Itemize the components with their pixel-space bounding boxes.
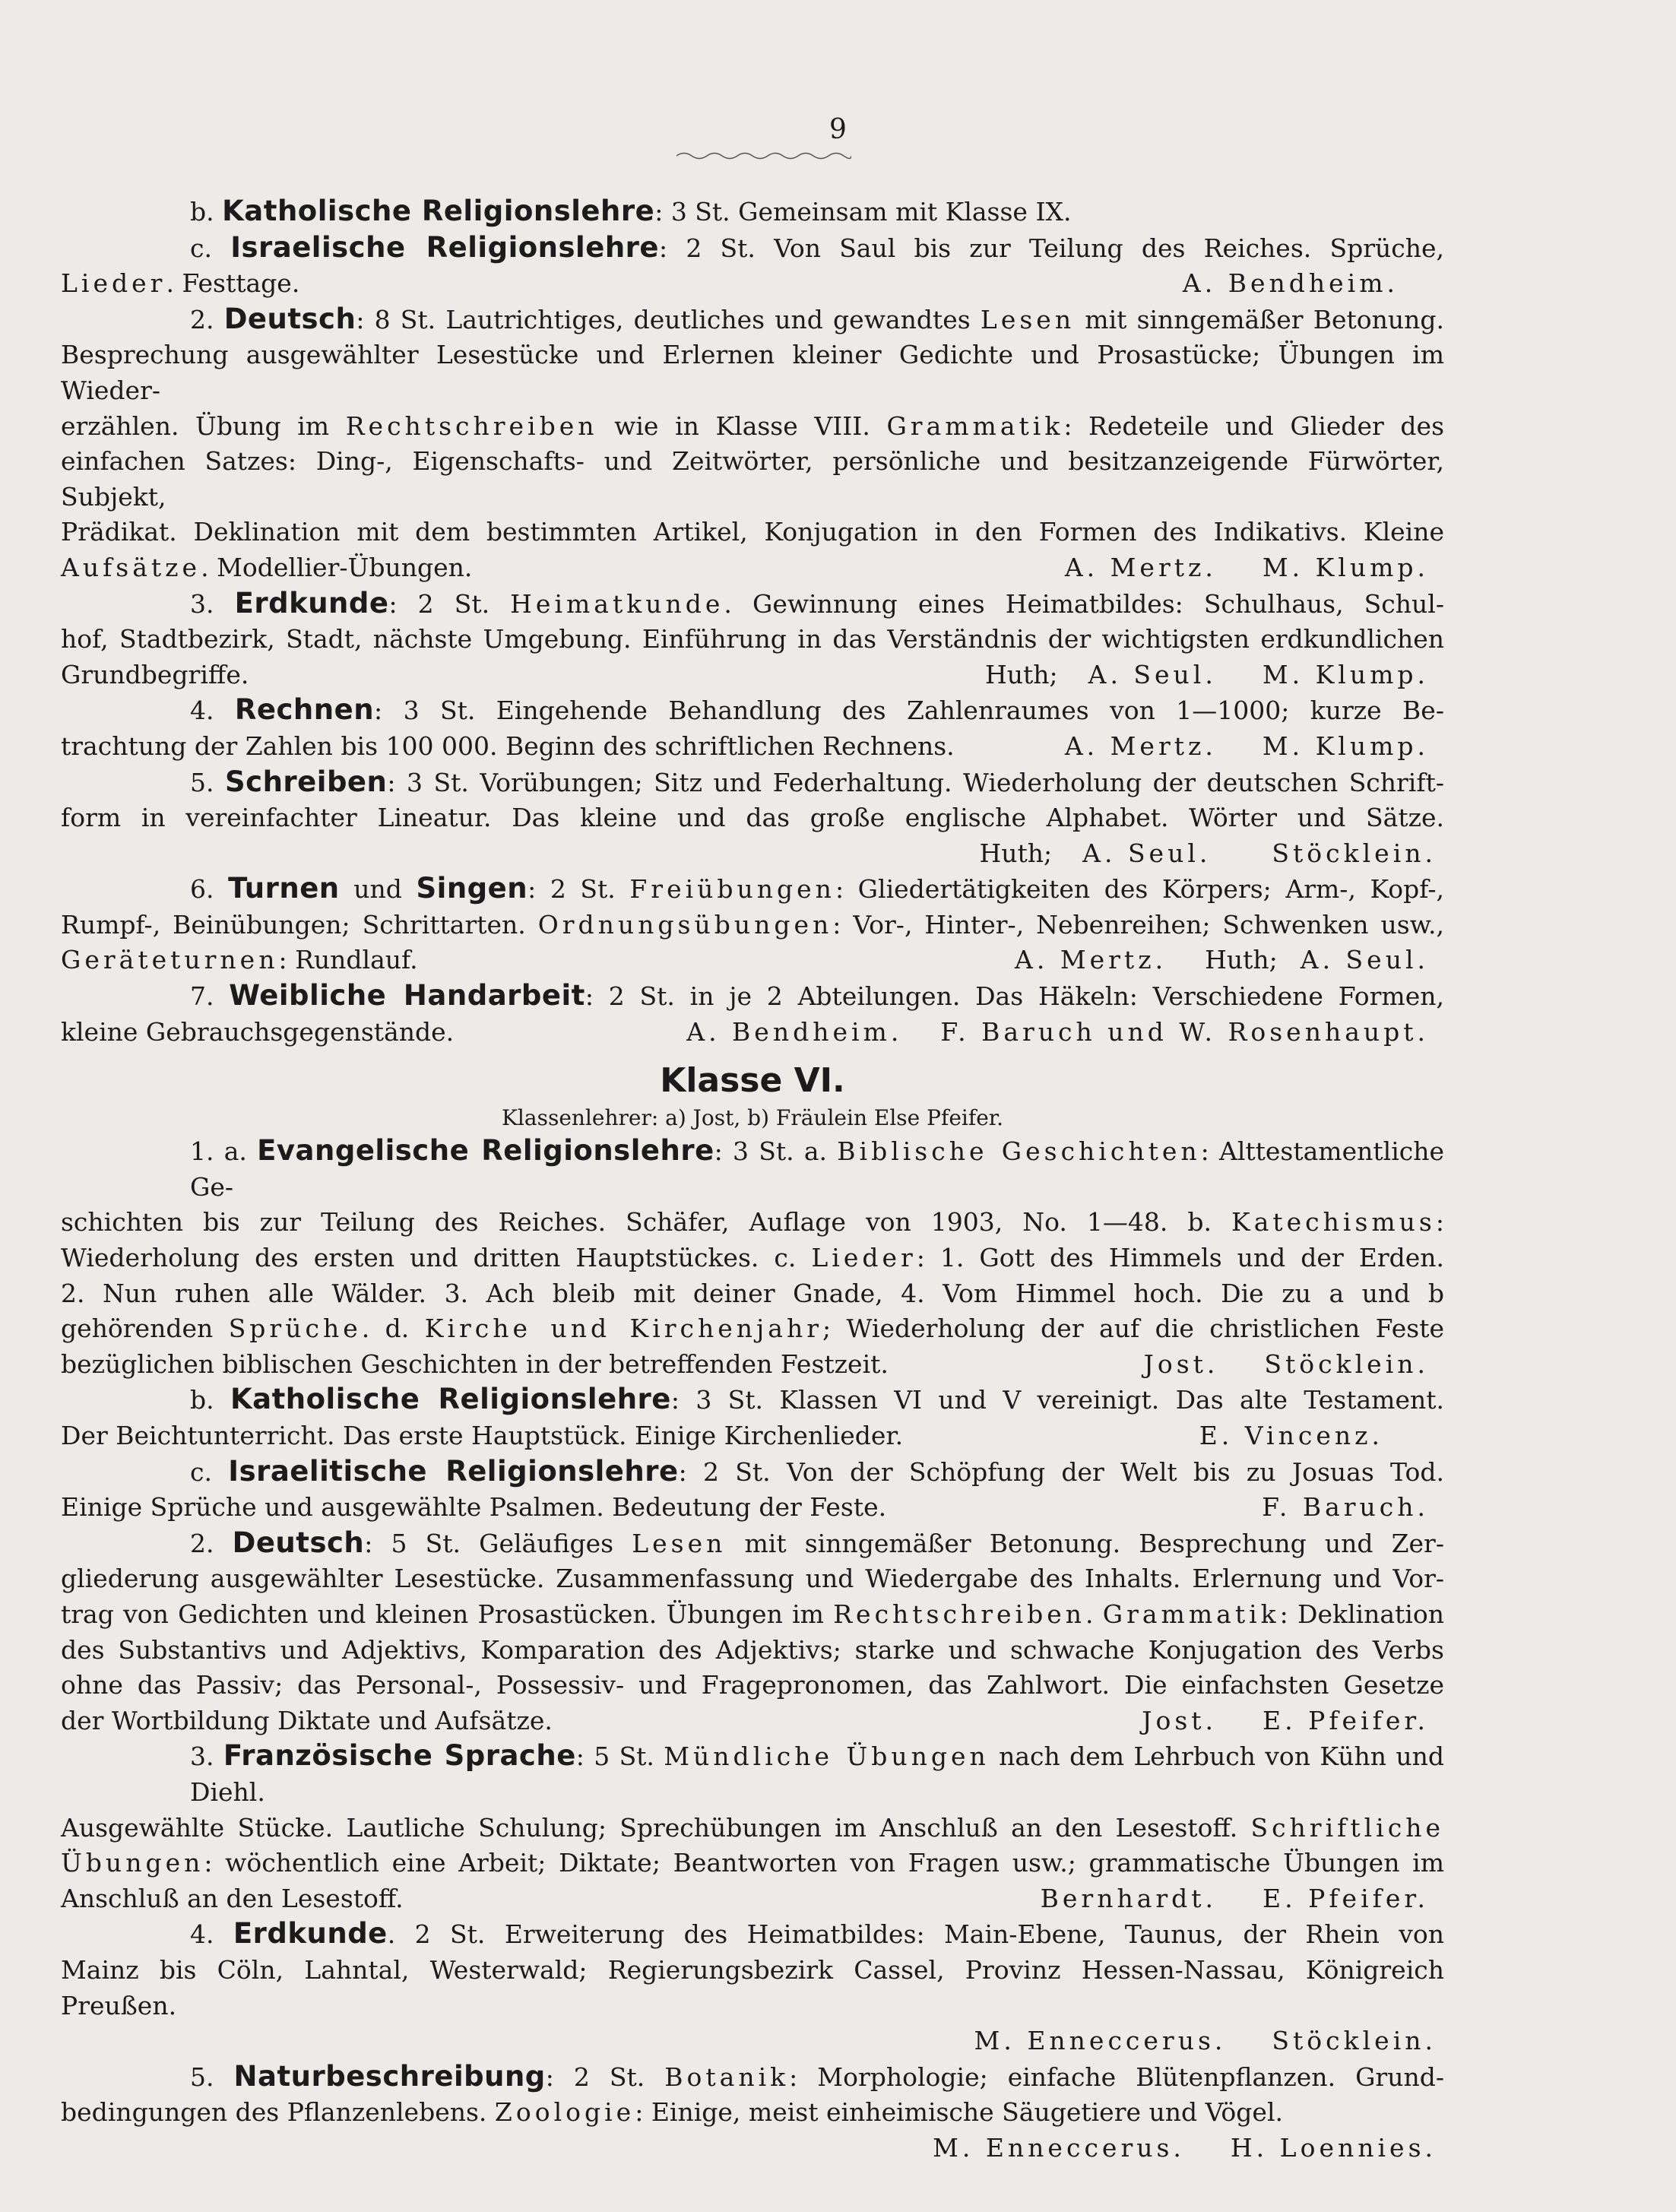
class-teacher-line: Klassenlehrer: a) Jost, b) Fräulein Else Pfeifer.: [502, 1105, 1003, 1131]
text-fragment: : Redeteile und Glieder des: [1063, 410, 1445, 441]
text-fragment: . 2 St. Erweiterung des Heimatbildes: Main-Ebene, Taunus, der Rhein von: [387, 1919, 1444, 1950]
spaced-term: Mündliche Übungen: [664, 1741, 990, 1772]
text-line: [61, 1382, 1444, 1418]
text-line: gliederung ausgewählter Lesestücke. Zusammenfassung und Wiedergabe des Inhalts. Erlernung und Vor-: [61, 1564, 1444, 1594]
text-fragment: . d.: [361, 1314, 425, 1344]
spaced-term: Grammatik: [886, 410, 1064, 441]
teacher-name: E. Pfeifer.: [1263, 1883, 1429, 1913]
text-line: [61, 692, 1444, 729]
text-fragment: : 5 St.: [575, 1741, 664, 1772]
subject-heading: Deutsch: [223, 302, 356, 335]
teacher-name: A. Mertz.: [1064, 730, 1217, 761]
teacher-name: H. Loennies.: [1230, 2132, 1437, 2163]
spaced-term: Katechismus: [1231, 1207, 1436, 1238]
section-katholische-religionslehre-vi: [61, 1382, 1444, 1453]
section-naturbeschreibung: [61, 2059, 1444, 2166]
text-fragment: : 3 St. Klassen VI und V vereinigt. Das alte Testament.: [670, 1385, 1445, 1415]
text-line: [61, 2095, 1444, 2131]
spaced-term: Grammatik: [1102, 1599, 1280, 1629]
subject-heading: Israelitische Religionslehre: [228, 1454, 679, 1488]
subject-heading: Erdkunde: [234, 586, 389, 620]
text-fragment: : 2 St.: [388, 588, 511, 619]
spaced-term: Aufsätze: [61, 552, 201, 582]
spaced-term: Freiübungen: [629, 874, 835, 905]
teacher-name: Stöcklein.: [1272, 838, 1437, 868]
item-number: 4.: [190, 1919, 214, 1950]
subject-heading: Französische Sprache: [223, 1739, 576, 1773]
teacher-name: Stöcklein.: [1272, 2026, 1437, 2056]
text-line: [61, 409, 1444, 445]
teacher-name: F. Baruch.: [1262, 1492, 1429, 1523]
text-fragment: ; Wiederholung der auf die christlichen Feste: [822, 1314, 1444, 1344]
teacher-name: Bernhardt.: [1040, 1883, 1218, 1913]
subject-heading: Erdkunde: [233, 1917, 388, 1951]
teacher-name: Jost.: [1142, 1705, 1218, 1735]
text-line: [61, 943, 1444, 978]
text-fragment: : 2 St. Von Saul bis zur Teilung des Reiches. Sprüche,: [659, 233, 1444, 263]
spaced-term: Lesen: [632, 1528, 727, 1558]
text-fragment: : 3 St. Eingehende Behandlung des Zahlenraumes von 1—1000; kurze Be-: [374, 696, 1444, 726]
subject-heading: Turnen: [228, 872, 340, 905]
section-schreiben: [61, 765, 1444, 872]
text-fragment: : 5 St. Geläufiges: [364, 1528, 632, 1558]
section-israelitische-religionslehre: [61, 1454, 1444, 1526]
text-fragment: : 3 St. Gemeinsam mit Klasse IX.: [654, 197, 1072, 227]
section-evangelische-religionslehre: [61, 1133, 1444, 1382]
text-fragment: : 3 St. Vorübungen; Sitz und Federhaltung. Wiederholung der deutschen Schrift-: [387, 767, 1444, 797]
text-fragment: . Modellier-Übungen.: [201, 552, 473, 582]
spaced-term: Lesen: [980, 304, 1076, 334]
text-fragment: Der Beichtunterricht. Das erste Hauptstück. Einige Kirchenlieder.: [61, 1421, 904, 1450]
text-line: [61, 1015, 1444, 1051]
teacher-name: F. Baruch und W. Rosenhaupt.: [940, 1016, 1429, 1047]
item-number: 1. a.: [190, 1136, 247, 1167]
teacher-name: M. Klump.: [1262, 730, 1429, 761]
section-deutsch: [61, 302, 1444, 586]
section-erdkunde-vi: [61, 1916, 1444, 2058]
text-fragment: : Einige, meist einheimische Säugetiere und Vögel.: [635, 2097, 1283, 2128]
text-line: form in vereinfachter Lineatur. Das kleine und das große englische Alphabet. Wörter und Sätze.: [61, 803, 1444, 833]
text-fragment: gehörenden: [61, 1314, 229, 1344]
text-fragment: Grundbegriffe.: [61, 659, 249, 689]
teacher-name: M. Klump.: [1262, 552, 1429, 582]
text-line: [61, 1454, 1444, 1491]
teacher-name: A. Seul.: [1088, 659, 1217, 689]
spaced-term: Rechtschreiben: [345, 410, 598, 441]
text-line: [61, 1133, 1444, 1205]
text-fragment: : Morphologie; einfache Blütenpflanzen. Grund-: [789, 2061, 1444, 2092]
text-line: [61, 871, 1444, 908]
text-line: [61, 729, 1444, 765]
text-line: [61, 1311, 1444, 1347]
teacher-name: M. Klump.: [1262, 659, 1429, 689]
text-fragment: . Gewinnung eines Heimatbildes: Schulhaus, Schul-: [724, 588, 1444, 619]
text-line: [61, 1526, 1444, 1562]
spaced-term: Lieder: [811, 1243, 917, 1273]
spaced-term: Geräteturnen: [61, 945, 279, 975]
teacher-name: Huth;: [1205, 945, 1278, 975]
class-heading: Klasse VI.: [660, 1061, 845, 1101]
teacher-name: A. Bendheim.: [686, 1016, 903, 1047]
text-fragment: schichten bis zur Teilung des Reiches. Schäfer, Auflage von 1903, No. 1—48. b.: [61, 1207, 1232, 1238]
text-fragment: kleine Gebrauchsgegenstände.: [61, 1016, 455, 1047]
text-line: [61, 908, 1444, 943]
text-line: [61, 1418, 1444, 1454]
text-line: Prädikat. Deklination mit dem bestimmten Artikel, Konjugation in den Formen des Indikativs. Kleine: [61, 517, 1444, 547]
text-line: [61, 550, 1444, 586]
text-line: [61, 1347, 1444, 1383]
text-fragment: : Rundlauf.: [278, 945, 418, 975]
teacher-name: A. Bendheim.: [1182, 268, 1399, 299]
text-line: [61, 1490, 1444, 1526]
text-fragment: . Festtage.: [166, 268, 300, 299]
section-katholische-religionslehre: [61, 194, 1444, 230]
teacher-name: A. Seul.: [1082, 838, 1212, 868]
page-number: 9: [829, 114, 847, 145]
text-fragment: : 3 St. a.: [714, 1136, 838, 1167]
text-line: [61, 1241, 1444, 1276]
text-fragment: Rumpf-, Beinübungen; Schrittarten.: [61, 909, 538, 940]
text-fragment: Einige Sprüche und ausgewählte Psalmen. Bedeutung der Feste.: [61, 1492, 887, 1523]
text-fragment: wie in Klasse VIII.: [597, 410, 887, 441]
section-weibliche-handarbeit: [61, 978, 1444, 1050]
text-fragment: trag von Gedichten und kleinen Prosastücken. Übungen im: [61, 1599, 834, 1629]
text-line: [61, 302, 1444, 338]
text-line: [61, 1703, 1444, 1739]
text-line: ohne das Passiv; das Personal-, Possessiv- und Fragepronomen, das Zahlwort. Die einfachsten Gesetze: [61, 1670, 1444, 1700]
teacher-signature: [61, 2131, 1444, 2166]
subject-heading: Katholische Religionslehre: [222, 195, 655, 227]
teacher-signature: [61, 2023, 1444, 2059]
text-fragment: der Wortbildung Diktate und Aufsätze.: [61, 1705, 553, 1735]
text-fragment: und: [339, 874, 417, 905]
text-fragment: nach dem Lehrbuch von Kühn und Diehl.: [190, 1741, 1444, 1807]
text-fragment: : 2 St.: [528, 874, 630, 905]
text-fragment: bezüglichen biblischen Geschichten in der betreffenden Festzeit.: [61, 1348, 889, 1379]
text-line: [61, 230, 1444, 267]
item-number: 5.: [190, 767, 214, 797]
text-line: [61, 1205, 1444, 1241]
text-fragment: : Gliedertätigkeiten des Körpers; Arm-, Kopf-,: [835, 874, 1444, 905]
section-franzoesische-sprache: [61, 1738, 1444, 1916]
item-number: c.: [190, 233, 212, 263]
text-fragment: : 2 St.: [545, 2061, 665, 2092]
subject-heading: Katholische Religionslehre: [230, 1383, 671, 1416]
text-line: [61, 1881, 1444, 1917]
teacher-name: Huth;: [979, 838, 1053, 868]
section-israelische-religionslehre: [61, 230, 1444, 302]
text-line: [61, 765, 1444, 801]
teacher-name: E. Pfeifer.: [1263, 1705, 1429, 1735]
text-fragment: : 2 St. Von der Schöpfung der Welt bis zu Josuas Tod.: [678, 1456, 1444, 1487]
text-line: einfachen Satzes: Ding-, Eigenschafts- und Zeitwörter, persönliche und besitzanzeigende Fürwörter, Subjekt,: [61, 446, 1444, 512]
section-deutsch-vi: [61, 1526, 1444, 1739]
spaced-term: Sprüche: [228, 1314, 362, 1344]
text-fragment: mit sinngemäßer Betonung. Besprechung und Zer-: [726, 1528, 1444, 1558]
text-fragment: Anschluß an den Lesestoff.: [61, 1883, 404, 1913]
text-line: Besprechung ausgewählter Lesestücke und Erlernen kleiner Gedichte und Prosastücke; Übungen im Wieder-: [61, 340, 1444, 405]
item-number: 2.: [190, 304, 214, 334]
spaced-term: Botanik: [664, 2061, 790, 2092]
text-line: [61, 658, 1444, 693]
item-number: 3.: [190, 1741, 214, 1772]
text-fragment: : Deklination: [1279, 1599, 1444, 1629]
subject-heading: Rechnen: [234, 693, 375, 727]
teacher-name: Jost.: [1143, 1348, 1219, 1379]
text-fragment: : 1. Gott des Himmels und der Erden.: [916, 1243, 1444, 1273]
text-fragment: Ausgewählte Stücke. Lautliche Schulung; Sprechübungen im Anschluß an den Lesestoff.: [61, 1812, 1251, 1843]
subject-heading: Schreiben: [225, 765, 388, 798]
teacher-name: A. Mertz.: [1015, 945, 1167, 975]
text-line: [61, 1916, 1444, 1953]
text-line: [61, 978, 1444, 1015]
text-line: [61, 2059, 1444, 2096]
page-content: [61, 194, 1444, 2166]
subject-heading: Israelische Religionslehre: [230, 230, 659, 264]
item-number: b.: [190, 197, 214, 227]
text-fragment: : 2 St. in je 2 Abteilungen. Das Häkeln: Verschiedene Formen,: [585, 981, 1444, 1012]
section-erdkunde: [61, 586, 1444, 693]
text-fragment: : Vor-, Hinter-, Nebenreihen; Schwenken usw.,: [832, 909, 1444, 940]
spaced-term: Übungen: [61, 1848, 204, 1878]
ornament-rule: [676, 151, 851, 161]
item-number: b.: [190, 1385, 214, 1415]
item-number: 7.: [190, 981, 214, 1012]
teacher-name: E. Vincenz.: [1199, 1421, 1383, 1450]
text-fragment: bedingungen des Pflanzenlebens.: [61, 2097, 495, 2128]
subject-heading: Deutsch: [232, 1526, 365, 1559]
subject-heading: Naturbeschreibung: [233, 2059, 546, 2093]
item-number: 4.: [190, 696, 214, 726]
section-rechnen: [61, 692, 1444, 764]
text-fragment: : wöchentlich eine Arbeit; Diktate; Beantworten von Fragen usw.; grammatische Übungen im: [204, 1848, 1444, 1878]
spaced-term: Kirche und Kirchenjahr: [424, 1314, 822, 1344]
spaced-term: Schriftliche: [1250, 1812, 1444, 1843]
text-fragment: mit sinngemäßer Betonung.: [1075, 304, 1444, 334]
item-number: 6.: [190, 874, 214, 905]
text-line: des Substantivs und Adjektivs, Komparation des Adjektivs; starke und schwache Konjugation des Verbs: [61, 1634, 1444, 1665]
text-line: [61, 194, 1444, 230]
text-line: 2. Nun ruhen alle Wälder. 3. Ach bleib mit deiner Gnade, 4. Vom Himmel hoch. Die zu a und b: [61, 1278, 1444, 1308]
text-line: hof, Stadtbezirk, Stadt, nächste Umgebung. Einführung in das Verständnis der wichtigsten erdkundlichen: [61, 624, 1444, 654]
subject-heading: Singen: [416, 872, 528, 905]
text-line: [61, 1738, 1444, 1810]
text-line: [61, 1811, 1444, 1846]
teacher-name: M. Enneccerus.: [933, 2132, 1185, 2163]
teacher-name: Stöcklein.: [1264, 1348, 1429, 1379]
text-fragment: trachtung der Zahlen bis 100 000. Beginn des schriftlichen Rechnens.: [61, 730, 955, 761]
section-turnen-singen: [61, 871, 1444, 978]
text-line: [61, 1597, 1444, 1633]
text-fragment: Wiederholung des ersten und dritten Hauptstückes. c.: [61, 1243, 812, 1273]
item-number: c.: [190, 1456, 212, 1487]
item-number: 5.: [190, 2061, 214, 2092]
text-fragment: .: [1085, 1599, 1103, 1629]
spaced-term: Heimatkunde: [510, 588, 724, 619]
teacher-name: A. Mertz.: [1064, 552, 1217, 582]
text-line: [61, 586, 1444, 623]
subject-heading: Weibliche Handarbeit: [229, 979, 585, 1013]
text-line: [61, 266, 1444, 302]
text-fragment: : Alttestamentliche Ge-: [190, 1136, 1445, 1202]
teacher-name: M. Enneccerus.: [974, 2026, 1227, 2056]
subject-heading: Evangelische Religionslehre: [257, 1134, 714, 1168]
teacher-signature: [61, 836, 1444, 872]
text-fragment: :: [1435, 1207, 1444, 1238]
text-line: [61, 1846, 1444, 1881]
spaced-term: Rechtschreiben: [833, 1599, 1085, 1629]
spaced-term: Zoologie: [494, 2097, 635, 2128]
spaced-term: Lieder: [61, 268, 166, 299]
teacher-name: Huth;: [984, 659, 1058, 689]
teacher-name: A. Seul.: [1300, 945, 1429, 975]
text-line: Mainz bis Cöln, Lahntal, Westerwald; Regierungsbezirk Cassel, Provinz Hessen-Nassau, Königreich Preußen.: [61, 1954, 1444, 2020]
item-number: 2.: [190, 1528, 214, 1558]
text-fragment: erzählen. Übung im: [61, 410, 346, 441]
item-number: 3.: [190, 588, 214, 619]
spaced-term: Ordnungsübungen: [537, 909, 833, 940]
spaced-term: Biblische Geschichten: [837, 1136, 1201, 1167]
text-fragment: : 8 St. Lautrichtiges, deutliches und gewandtes: [356, 304, 981, 334]
